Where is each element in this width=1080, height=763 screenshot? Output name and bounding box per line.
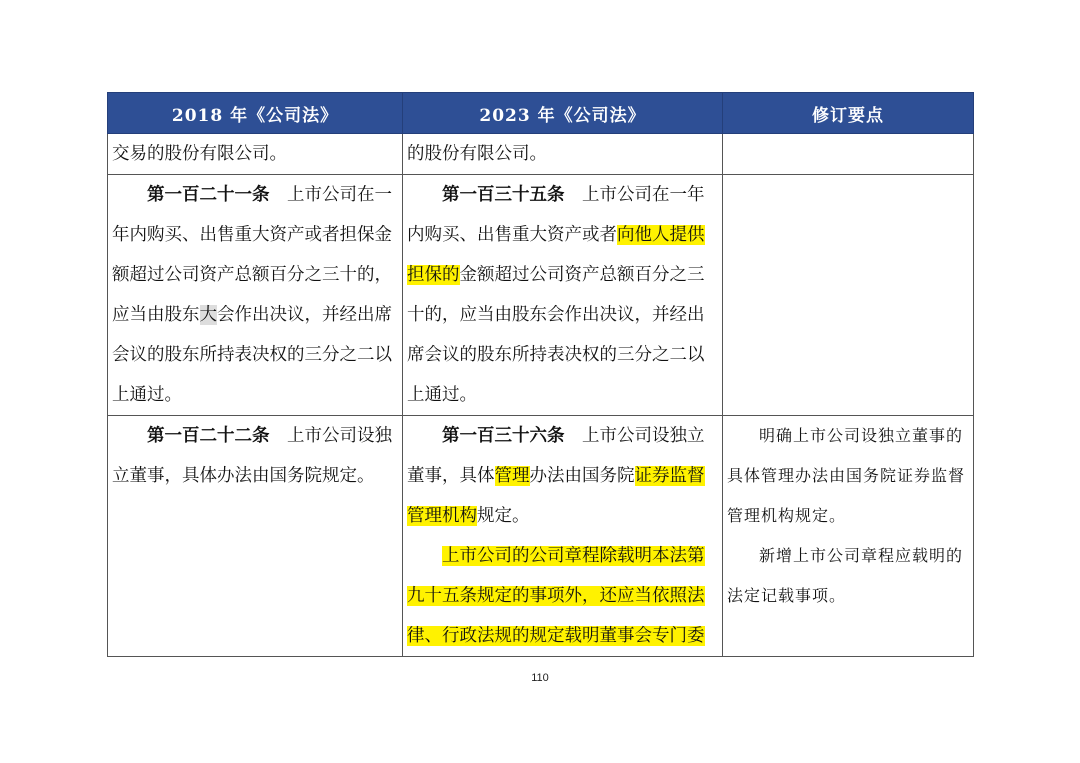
article-text: 上市公司设独立董事，具体办法由国务院规定。 bbox=[112, 426, 392, 486]
table-row bbox=[108, 416, 974, 657]
article-number: 第一百三十六条 bbox=[442, 426, 565, 446]
article-paragraph bbox=[112, 175, 398, 415]
page-number: 110 bbox=[531, 672, 549, 684]
header-revision-points: 修订要点 bbox=[723, 93, 974, 134]
new-paragraph bbox=[407, 536, 718, 656]
comparison-table bbox=[107, 92, 974, 657]
cell-2023: 的股份有限公司。 bbox=[403, 134, 723, 175]
cell-2018: 交易的股份有限公司。 bbox=[108, 134, 403, 175]
article-text: 上市公司在一年内购买、出售重大资产或者担保金额超过公司资产总额百分之三十的，应当由股东 bbox=[112, 185, 392, 325]
article-text: 办法由国务院 bbox=[529, 466, 635, 486]
cell-2018 bbox=[108, 175, 403, 416]
article-paragraph bbox=[407, 175, 718, 415]
highlighted-text: 管理 bbox=[494, 466, 530, 486]
cell-notes bbox=[723, 134, 974, 175]
header-2018-law: 2018 年《公司法》 bbox=[108, 93, 403, 134]
highlighted-text: 向他人提供担保的 bbox=[407, 225, 705, 285]
cell-notes bbox=[723, 416, 974, 657]
table-row bbox=[108, 134, 974, 175]
table-row bbox=[108, 175, 974, 416]
article-text: 上市公司在一年内购买、出售重大资产或者 bbox=[407, 185, 705, 245]
article-paragraph bbox=[407, 416, 718, 536]
article-number: 第一百二十一条 bbox=[147, 185, 270, 205]
table-header-row bbox=[108, 93, 974, 134]
cell-2023 bbox=[403, 416, 723, 657]
header-2023-law: 2023 年《公司法》 bbox=[403, 93, 723, 134]
cell-notes bbox=[723, 175, 974, 416]
revision-note: 新增上市公司章程应载明的法定记载事项。 bbox=[727, 546, 964, 605]
article-text: 规定。 bbox=[477, 506, 530, 526]
cell-2018 bbox=[108, 416, 403, 657]
cell-2023 bbox=[403, 175, 723, 416]
shaded-text: 大 bbox=[199, 305, 217, 325]
article-text: 金额超过公司资产总额百分之三十的，应当由股东会作出决议，并经出席会议的股东所持表决权的三分之二以上通过。 bbox=[407, 265, 705, 405]
article-text: 上市公司设独立董事，具体 bbox=[407, 426, 705, 486]
revision-note: 明确上市公司设独立董事的具体管理办法由国务院证券监督管理机构规定。 bbox=[727, 426, 966, 525]
highlighted-text: 证券监督管理机构 bbox=[407, 466, 705, 526]
highlighted-text: 上市公司的公司章程除载明本法第九十五条规定的事项外，还应当依照法律、行政法规的规定载明董事会专门委 bbox=[407, 546, 705, 646]
article-paragraph bbox=[112, 416, 398, 496]
article-text: 会作出决议，并经出席会议的股东所持表决权的三分之二以上通过。 bbox=[112, 305, 392, 405]
article-number: 第一百三十五条 bbox=[442, 185, 565, 205]
article-number: 第一百二十二条 bbox=[147, 426, 270, 446]
